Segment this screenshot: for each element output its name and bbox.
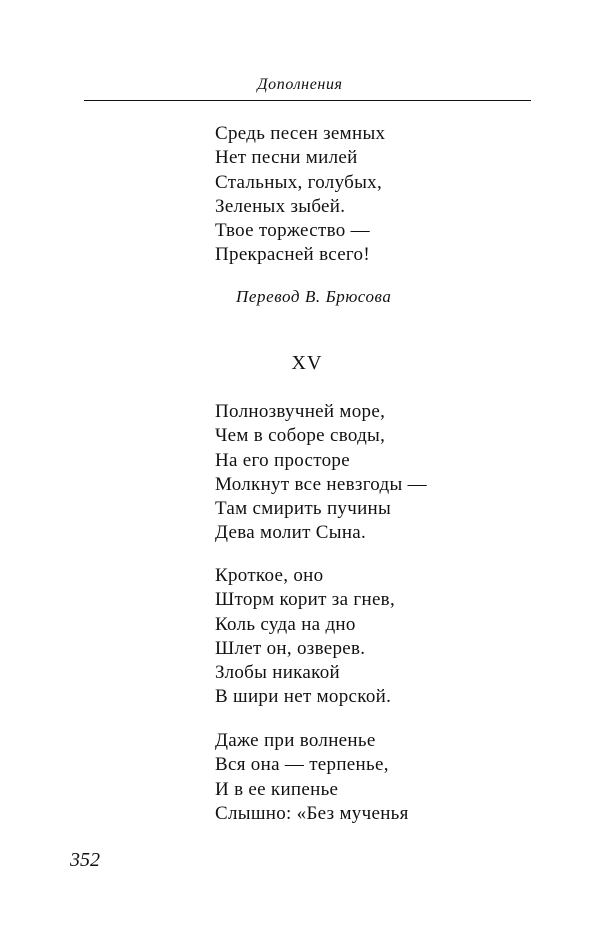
verse-line: Слышно: «Без мученья [215,802,409,824]
verse-line: Средь песен земных [215,123,386,144]
verse-line: Стальных, голубых, [215,171,383,193]
verse-line: В шири нет морской. [215,686,392,708]
verse-line: Там смирить пучины [215,498,392,520]
verse-line: Полнозвучней море, [215,401,386,422]
verse-line: Шторм корит за гнев, [215,589,395,611]
verse-line: Зеленых зыбей. [215,195,346,217]
verse-line: И в ее кипенье [215,778,339,800]
verse-line: Прекрасней всего! [215,244,370,266]
stanza-1 [215,400,427,546]
verse-line: Вся она — терпенье, [215,754,389,776]
verse-line: Дева молит Сына. [215,522,367,544]
verse-line: Коль суда на дно [215,613,356,635]
header-rule [84,100,531,101]
verse-line: Твое торжество — [215,220,370,242]
verse-line: Нет песни милей [215,147,358,169]
verse-line: Даже при волненье [215,730,376,751]
translator-attribution: Перевод В. Брюсова [236,287,392,306]
page-number: 352 [70,849,100,871]
verse-line: Чем в соборе своды, [215,425,386,447]
previous-poem-ending [215,122,385,268]
running-head: Дополнения [257,76,343,93]
verse-line: На его просторе [215,449,350,471]
stanza-2 [215,564,395,710]
verse-line: Кроткое, оно [215,565,324,586]
poem-number: XV [291,352,323,374]
stanza-3 [215,729,409,826]
verse-line: Шлет он, озверев. [215,637,366,659]
verse-line: Молкнут все невзгоды — [215,473,427,495]
verse-line: Злобы никакой [215,662,340,684]
